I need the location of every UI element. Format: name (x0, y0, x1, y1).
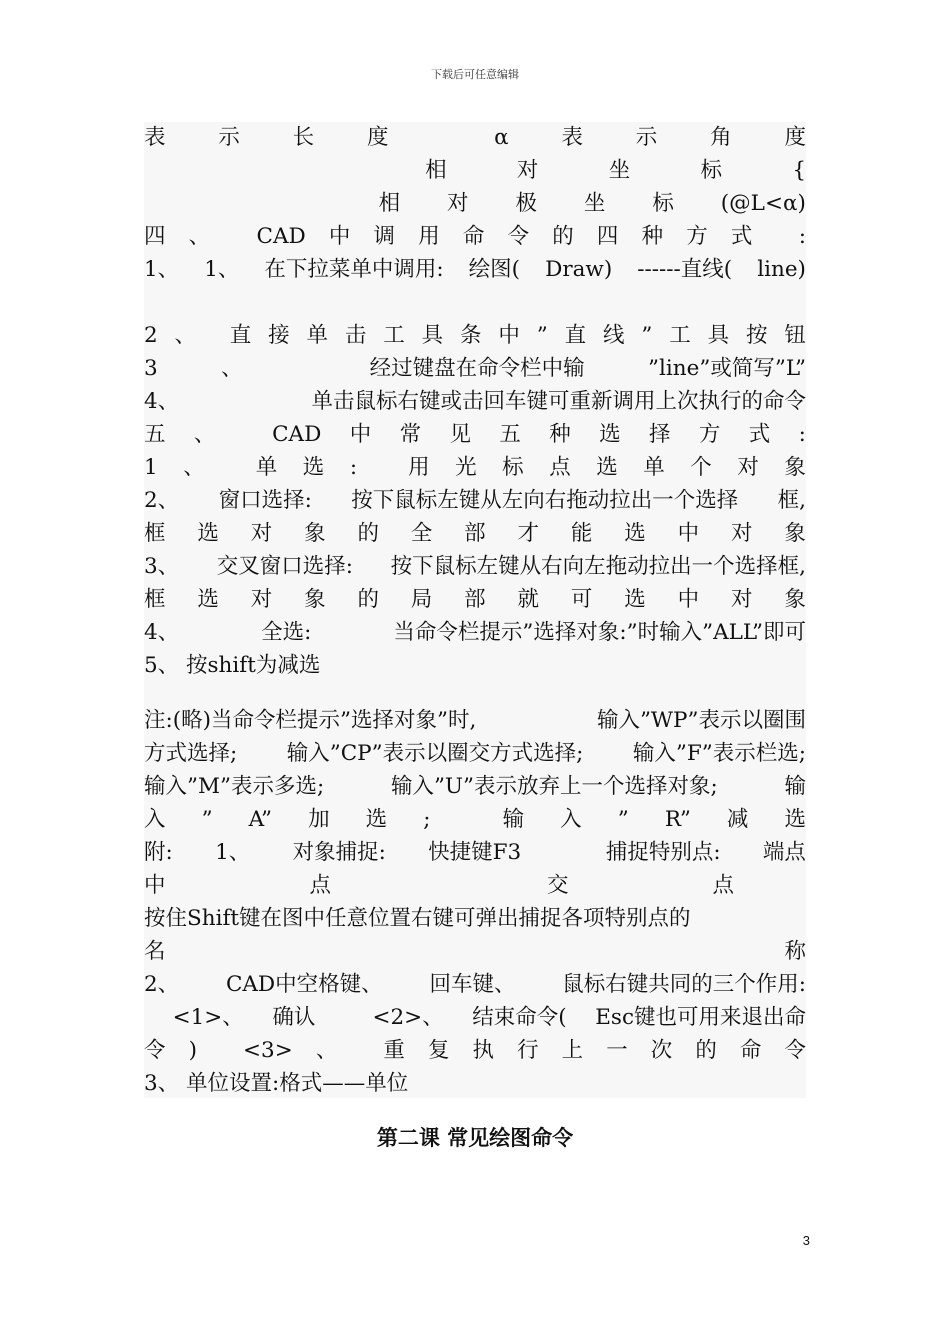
text-fragment: 回车键、 (429, 972, 516, 997)
text-fragment: 令 (144, 1038, 166, 1063)
text-line (144, 1068, 806, 1100)
text-line (144, 771, 806, 803)
text-fragment: 式 (730, 224, 753, 249)
text-fragment: 示 (218, 125, 240, 150)
text-fragment: 四 (596, 224, 619, 249)
text-fragment: 输入”WP”表示以圈围 (596, 708, 806, 733)
text-fragment: 确认 (272, 1005, 316, 1030)
text-fragment: 输入”F”表示栏选; (632, 741, 806, 766)
text-line (144, 705, 806, 737)
text-fragment: 种 (641, 224, 664, 249)
text-fragment: ” (201, 807, 213, 832)
text-fragment: 中 (677, 587, 700, 612)
text-fragment: 绘图( (468, 257, 521, 282)
text-fragment: 选 (596, 455, 618, 480)
text-line (144, 738, 806, 770)
text-fragment: 选 (197, 521, 219, 546)
text-line (144, 452, 806, 484)
text-fragment: 鼠标右键共同的三个作用: (562, 972, 806, 997)
text-fragment: 选 (599, 422, 621, 447)
text-fragment: 单 (255, 455, 278, 480)
text-fragment: Draw) (545, 257, 613, 282)
text-fragment: 中 (328, 224, 351, 249)
text-fragment: 命 (739, 1038, 762, 1063)
text-fragment: 钮 (784, 323, 806, 348)
text-line (144, 419, 806, 451)
text-fragment: 的 (357, 521, 379, 546)
text-fragment: 直 (564, 323, 587, 348)
text-fragment: 常 (399, 422, 422, 447)
text-fragment: 击 (344, 323, 367, 348)
text-fragment: 2 (144, 323, 158, 348)
text-fragment: 部 (464, 521, 486, 546)
text-fragment: 五 (144, 422, 166, 447)
text-fragment: 用 (418, 224, 440, 249)
text-fragment: 能 (570, 521, 593, 546)
text-fragment: 选 (624, 587, 646, 612)
text-fragment: ” (641, 323, 653, 348)
text-fragment: 对 (250, 587, 273, 612)
text-fragment: 名 (144, 939, 166, 964)
text-fragment: 窗口选择: (218, 488, 312, 513)
text-fragment: 5、 按shift为减选 (144, 653, 321, 678)
text-fragment: 在下拉菜单中调用: (264, 257, 444, 282)
text-fragment: 4、 (144, 389, 180, 414)
section-title: 第二课 常见绘图命令 (376, 1126, 574, 1150)
text-fragment: α (494, 125, 509, 150)
text-fragment: 端点 (762, 840, 806, 865)
text-fragment: CAD (272, 422, 322, 447)
text-fragment: <1>、 (172, 1005, 244, 1030)
text-fragment: 2、 (144, 972, 180, 997)
text-fragment: { (792, 158, 806, 183)
text-line (144, 870, 806, 902)
text-fragment: A” (248, 807, 272, 832)
text-fragment: 对 (447, 191, 469, 216)
text-fragment: 光 (455, 455, 477, 480)
text-fragment: 中 (498, 323, 520, 348)
text-fragment: 全 (410, 521, 433, 546)
text-fragment: 中 (677, 521, 700, 546)
text-line (144, 320, 806, 352)
text-fragment: 象 (784, 521, 806, 546)
text-fragment: 选 (197, 587, 219, 612)
text-line (144, 969, 806, 1001)
text-fragment: 四 (144, 224, 166, 249)
text-fragment: ) (188, 1038, 197, 1063)
text-fragment: 全选: (261, 620, 312, 645)
text-fragment: ” (617, 807, 629, 832)
text-fragment: 输入”U”表示放弃上一个选择对象; (390, 774, 718, 799)
text-fragment: 线 (603, 323, 625, 348)
text-fragment: 对 (730, 521, 753, 546)
text-fragment: 行 (517, 1038, 539, 1063)
text-fragment: 相 (378, 191, 401, 216)
text-fragment: 、 (188, 224, 211, 249)
text-fragment: : (798, 224, 806, 249)
text-fragment: 的 (552, 224, 574, 249)
text-line (144, 804, 806, 836)
text-fragment: ------直线( (637, 257, 733, 282)
text-fragment: 输入”CP”表示以圈交方式选择; (286, 741, 584, 766)
text-fragment: 点 (549, 455, 571, 480)
text-fragment: 上 (561, 1038, 584, 1063)
text-fragment: 象 (784, 587, 806, 612)
text-fragment: 对 (737, 455, 759, 480)
text-fragment: R” (664, 807, 691, 832)
text-line (144, 551, 806, 583)
text-fragment: 3 (144, 356, 158, 381)
page-number: 3 (802, 1233, 810, 1248)
text-fragment: : (798, 422, 806, 447)
text-fragment: 调 (373, 224, 396, 249)
text-fragment: 经过键盘在命令栏中输 (369, 356, 585, 381)
text-fragment: 输 (502, 807, 525, 832)
text-fragment: 3、 单位设置:格式——单位 (144, 1071, 409, 1096)
text-fragment: 选 (624, 521, 646, 546)
text-line (144, 837, 806, 869)
text-fragment: ”line”或简写”L” (648, 356, 806, 381)
text-line (144, 254, 806, 286)
text-line (144, 518, 806, 550)
text-fragment: 按住Shift键在图中任意位置右键可弹出捕捉各项特别点的 (144, 906, 691, 931)
text-fragment: 见 (449, 422, 471, 447)
text-fragment: 直 (229, 323, 252, 348)
text-fragment: 象 (304, 521, 326, 546)
text-fragment: CAD (256, 224, 306, 249)
text-fragment: Esc键也可用来退出命 (595, 1005, 806, 1030)
text-line (144, 221, 806, 253)
text-fragment: 条 (460, 323, 482, 348)
text-fragment: 、 (174, 323, 197, 348)
text-fragment: 、 (315, 1038, 338, 1063)
text-line (144, 1035, 806, 1067)
text-fragment: 五 (499, 422, 521, 447)
text-fragment: 度 (784, 125, 806, 150)
text-fragment: 框, (777, 488, 806, 513)
text-fragment: 入 (144, 807, 166, 832)
text-fragment: 复 (427, 1038, 450, 1063)
text-fragment: 框 (144, 587, 166, 612)
text-fragment: <2>、 (372, 1005, 444, 1030)
text-fragment: 结束命令( (472, 1005, 567, 1030)
text-fragment: 捕捉特别点: (605, 840, 721, 865)
text-fragment: 4、 (144, 620, 180, 645)
text-fragment: 1 (144, 455, 158, 480)
text-fragment: 择 (648, 422, 671, 447)
text-fragment: 快捷键F3 (428, 840, 522, 865)
text-fragment: 表 (144, 125, 166, 150)
text-fragment: 单 (643, 455, 665, 480)
text-line (144, 386, 806, 418)
text-fragment: 长 (292, 125, 315, 150)
text-fragment: <3> (243, 1038, 293, 1063)
text-fragment: 减 (726, 807, 749, 832)
text-line (144, 903, 806, 935)
text-fragment: 象 (784, 455, 806, 480)
text-fragment: 部 (464, 587, 486, 612)
text-fragment: 单击鼠标右键或击回车键可重新调用上次执行的命令 (311, 389, 806, 414)
text-fragment: 具 (707, 323, 730, 348)
text-fragment: ” (536, 323, 548, 348)
text-fragment: 接 (268, 323, 290, 348)
text-fragment: 、 (193, 422, 216, 447)
text-line (144, 936, 806, 968)
text-fragment: 命 (462, 224, 485, 249)
text-fragment: 按下鼠标左键从左向右拖动拉出一个选择 (351, 488, 739, 513)
text-fragment: 中 (144, 873, 166, 898)
text-fragment: 交 (546, 873, 569, 898)
text-fragment: 标 (502, 455, 524, 480)
text-line (144, 617, 806, 649)
text-fragment: 2、 (144, 488, 180, 513)
text-fragment: 单 (306, 323, 329, 348)
text-fragment: 点 (309, 873, 331, 898)
text-fragment: 具 (421, 323, 444, 348)
text-fragment: 个 (690, 455, 712, 480)
text-fragment: 工 (669, 323, 691, 348)
text-fragment: 执 (472, 1038, 495, 1063)
text-fragment: 方 (698, 422, 721, 447)
text-fragment: 框 (144, 521, 166, 546)
text-fragment: 称 (784, 939, 806, 964)
text-fragment: 按下鼠标左键从右向左拖动拉出一个选择框, (390, 554, 806, 579)
text-fragment: 方式选择; (144, 741, 238, 766)
text-fragment: 选 (784, 807, 806, 832)
text-fragment: 次 (650, 1038, 673, 1063)
page-header: 下载后可任意编辑 (431, 68, 519, 81)
text-fragment: 角 (710, 125, 732, 150)
text-fragment: 1、 (144, 257, 180, 282)
text-fragment: 相 (425, 158, 447, 183)
text-line (144, 584, 806, 616)
text-fragment: 令 (507, 224, 530, 249)
text-fragment: 的 (695, 1038, 717, 1063)
text-line (144, 650, 806, 682)
text-line (144, 122, 806, 154)
text-fragment: 选 (302, 455, 325, 480)
text-line (144, 1002, 806, 1034)
text-fragment: 注:(略)当命令栏提示”选择对象”时, (144, 708, 477, 733)
text-fragment: 才 (517, 521, 540, 546)
text-fragment: 坐 (608, 158, 631, 183)
text-fragment: 工 (383, 323, 405, 348)
text-fragment: : (349, 455, 358, 480)
text-fragment: 对 (250, 521, 273, 546)
text-fragment: ; (423, 807, 431, 832)
text-fragment: 1、 (215, 840, 251, 865)
text-fragment: 输入”M”表示多选; (144, 774, 325, 799)
text-fragment: 的 (357, 587, 379, 612)
text-fragment: 入 (560, 807, 582, 832)
text-fragment: 加 (308, 807, 330, 832)
text-fragment: 标 (700, 158, 723, 183)
text-fragment: 当命令栏提示”选择对象:”时输入”ALL”即可 (393, 620, 806, 645)
text-fragment: 令 (784, 1038, 806, 1063)
text-line (144, 485, 806, 517)
text-fragment: 可 (570, 587, 593, 612)
text-fragment: line) (757, 257, 806, 282)
text-fragment: 对 (516, 158, 539, 183)
text-fragment: 局 (410, 587, 433, 612)
text-fragment: 按 (746, 323, 768, 348)
text-line (144, 188, 806, 220)
text-fragment: 中 (349, 422, 372, 447)
text-fragment: 选 (365, 807, 388, 832)
text-fragment: 、 (221, 356, 243, 381)
text-fragment: 方 (686, 224, 708, 249)
text-fragment: 1、 (204, 257, 240, 282)
text-fragment: (@L<α) (720, 191, 806, 216)
text-fragment: 重 (383, 1038, 405, 1063)
text-fragment: 输 (784, 774, 806, 799)
text-fragment: 就 (517, 587, 540, 612)
text-line (144, 353, 806, 385)
text-fragment: 度 (366, 125, 389, 150)
text-fragment: 对象捕捉: (292, 840, 386, 865)
text-fragment: 用 (408, 455, 430, 480)
text-fragment: 3、 (144, 554, 180, 579)
text-fragment: 标 (652, 191, 674, 216)
text-fragment: 表 (561, 125, 583, 150)
text-fragment: 极 (515, 191, 537, 216)
text-fragment: 点 (712, 873, 734, 898)
text-fragment: 式 (748, 422, 771, 447)
text-fragment: 象 (304, 587, 326, 612)
text-fragment: 一 (606, 1038, 628, 1063)
text-fragment: 交叉窗口选择: (216, 554, 354, 579)
text-fragment: 、 (183, 455, 205, 480)
text-line (144, 155, 806, 187)
text-fragment: 示 (635, 125, 658, 150)
text-fragment: CAD中空格键、 (225, 972, 383, 997)
text-fragment: 种 (549, 422, 571, 447)
text-fragment: 坐 (583, 191, 606, 216)
text-fragment: 对 (730, 587, 753, 612)
text-fragment: 附: (144, 840, 173, 865)
